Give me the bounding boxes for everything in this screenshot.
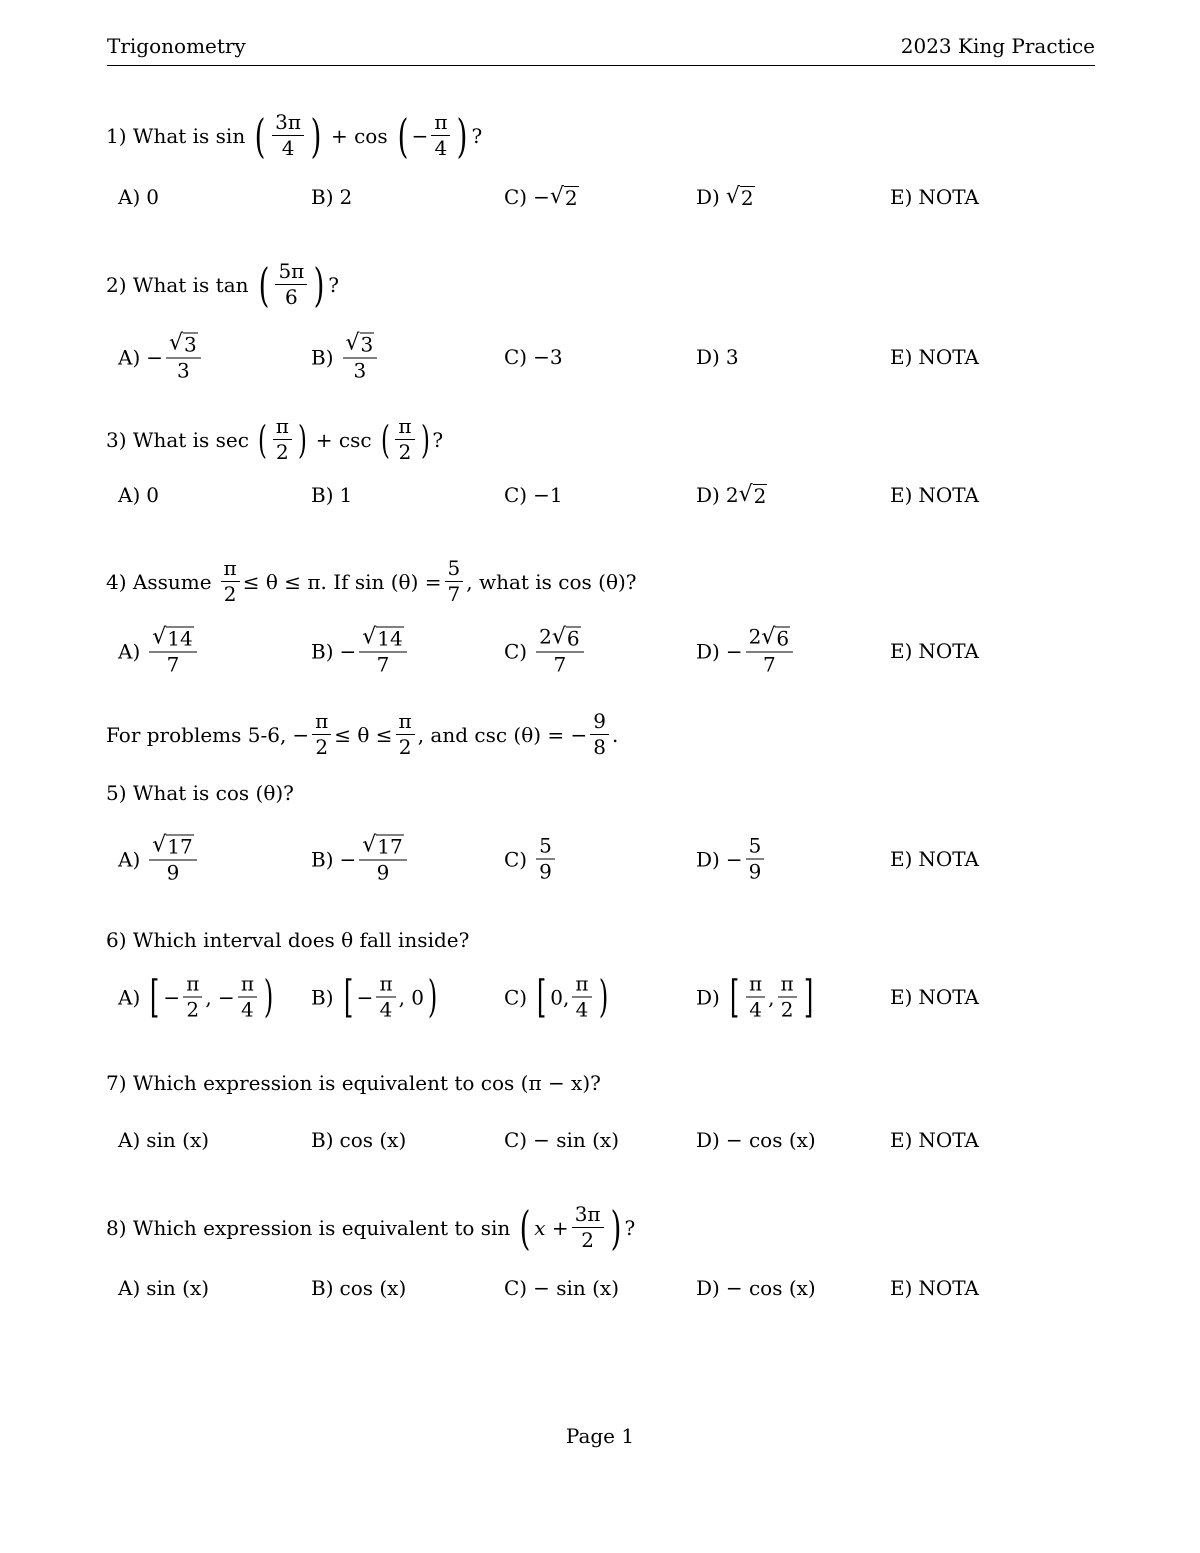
choice-e[interactable]: E) NOTA bbox=[890, 1128, 979, 1152]
fraction: $\frac{\pi}{2}$ bbox=[396, 711, 415, 758]
choice-c[interactable]: C) 2 √ 6 7 bbox=[504, 627, 587, 676]
choice-a[interactable]: A) √ 14 7 bbox=[118, 627, 200, 676]
square-root: √ 17 bbox=[362, 832, 403, 859]
choice-c[interactable]: C) − √ 2 bbox=[504, 183, 578, 210]
choice-b[interactable]: B) 2 bbox=[311, 185, 353, 209]
square-root: √ 6 bbox=[761, 624, 790, 651]
question-3: 3) What is sec ( $\frac{\pi}{2}$ ) + csc ( $\frac{\pi}{2}$ ) ? bbox=[106, 414, 444, 464]
fraction: $\frac{5}{7}$ bbox=[445, 558, 464, 605]
square-root: √ 3 bbox=[169, 330, 197, 357]
question-4: 4) Assume $\frac{\pi}{2}$ ≤ θ ≤ π. If sin (θ) = $\frac{5}{7}$ , what is cos (θ)? bbox=[106, 556, 637, 606]
square-root: √ 2 bbox=[549, 183, 578, 210]
fraction: √ 14 7 bbox=[359, 627, 406, 676]
answer-options-8 bbox=[118, 1276, 1078, 1300]
fraction: $\frac{\pi}{4}$ bbox=[376, 974, 395, 1021]
question-7: 7) Which expression is equivalent to cos (π − x)? bbox=[106, 1071, 601, 1095]
choice-b[interactable]: B) − √ 14 7 bbox=[311, 627, 410, 676]
choice-d[interactable]: D) √ 2 bbox=[696, 183, 754, 210]
problems-5-6-preamble: For problems 5-6, − $\frac{\pi}{2}$ ≤ θ ≤ $\frac{\pi}{2}$ , and csc (θ) = − $\frac{9}{8}$ . bbox=[106, 709, 619, 759]
header-subject: Trigonometry bbox=[107, 34, 246, 58]
choice-c[interactable]: C) $\frac{5}{9}$ bbox=[504, 836, 558, 883]
fraction: $\frac{\pi}{2}$ bbox=[312, 711, 331, 758]
choice-d[interactable]: D) − 2 √ 6 7 bbox=[696, 627, 796, 676]
choice-b[interactable]: B) [ − $\frac{\pi}{4}$ , 0 ) bbox=[311, 971, 438, 1022]
question-5: 5) What is cos (θ)? bbox=[106, 781, 294, 805]
choice-a[interactable]: A) sin (x) bbox=[118, 1276, 210, 1300]
square-root: √ 14 bbox=[152, 624, 193, 651]
fraction: $\frac{3\pi}{4}$ bbox=[272, 112, 304, 159]
fraction: $\frac{\pi}{4}$ bbox=[238, 974, 257, 1021]
choice-d[interactable]: D) 3 bbox=[696, 345, 739, 369]
fraction: $\frac{\pi}{2}$ bbox=[221, 558, 240, 605]
fraction: 2 √ 6 7 bbox=[746, 627, 794, 676]
choice-e[interactable]: E) NOTA bbox=[890, 1276, 979, 1300]
choice-c[interactable]: C) [ 0, $\frac{\pi}{4}$ ) bbox=[504, 971, 608, 1022]
question-1: 1) What is sin ( $\frac{3\pi}{4}$ ) + cos ( − $\frac{\pi}{4}$ ) ? bbox=[106, 108, 483, 163]
question-2: 2) What is tan ( $\frac{5\pi}{6}$ ) ? bbox=[106, 257, 340, 312]
choice-a[interactable]: A) sin (x) bbox=[118, 1128, 210, 1152]
square-root: √ 2 bbox=[738, 481, 767, 508]
fraction: $\frac{\pi}{2}$ bbox=[395, 416, 414, 463]
choice-b[interactable]: B) 1 bbox=[311, 483, 353, 507]
choice-a[interactable]: A) [ − $\frac{\pi}{2}$ , − $\frac{\pi}{4}$ ) bbox=[118, 971, 274, 1022]
choice-a[interactable]: A) √ 17 9 bbox=[118, 835, 200, 884]
fraction: √ 3 3 bbox=[166, 333, 201, 382]
choice-d[interactable]: D) − cos (x) bbox=[696, 1128, 816, 1152]
fraction: $\frac{\pi}{2}$ bbox=[778, 974, 797, 1021]
choice-e[interactable]: E) NOTA bbox=[890, 345, 979, 369]
fraction: $\frac{\pi}{4}$ bbox=[431, 112, 450, 159]
choice-c[interactable]: C) −1 bbox=[504, 483, 563, 507]
fraction: $\frac{5}{9}$ bbox=[746, 836, 765, 883]
choice-d[interactable]: D) − $\frac{5}{9}$ bbox=[696, 836, 767, 883]
answer-options-1 bbox=[118, 183, 1078, 210]
choice-c[interactable]: C) −3 bbox=[504, 345, 563, 369]
fraction: $\frac{9}{8}$ bbox=[590, 711, 609, 758]
choice-a[interactable]: A) 0 bbox=[118, 185, 159, 209]
fraction: √ 17 9 bbox=[149, 835, 196, 884]
page-header bbox=[107, 34, 1095, 66]
fraction: $\frac{5}{9}$ bbox=[536, 836, 555, 883]
fraction: √ 3 3 bbox=[343, 333, 378, 382]
header-title: 2023 King Practice bbox=[900, 34, 1095, 58]
question-6: 6) Which interval does θ fall inside? bbox=[106, 928, 470, 952]
fraction: $\frac{3\pi}{2}$ bbox=[572, 1204, 604, 1251]
page-number: Page 1 bbox=[565, 1424, 635, 1448]
choice-e[interactable]: E) NOTA bbox=[890, 185, 979, 209]
choice-a[interactable]: A) 0 bbox=[118, 483, 159, 507]
choice-c[interactable]: C) − sin (x) bbox=[504, 1128, 620, 1152]
fraction: √ 14 7 bbox=[149, 627, 196, 676]
choice-e[interactable]: E) NOTA bbox=[890, 639, 979, 663]
choice-b[interactable]: B) − √ 17 9 bbox=[311, 835, 410, 884]
choice-c[interactable]: C) − sin (x) bbox=[504, 1276, 620, 1300]
choice-d[interactable]: D) [ $\frac{\pi}{4}$ , $\frac{\pi}{2}$ ] bbox=[696, 971, 813, 1022]
fraction: √ 17 9 bbox=[359, 835, 406, 884]
square-root: √ 17 bbox=[152, 832, 193, 859]
choice-e[interactable]: E) NOTA bbox=[890, 847, 979, 871]
choice-b[interactable]: B) cos (x) bbox=[311, 1276, 407, 1300]
choice-b[interactable]: B) cos (x) bbox=[311, 1128, 407, 1152]
square-root: √ 3 bbox=[345, 330, 374, 357]
square-root: √ 6 bbox=[551, 624, 580, 651]
choice-e[interactable]: E) NOTA bbox=[890, 985, 979, 1009]
answer-options-2 bbox=[118, 330, 1078, 383]
square-root: √ 2 bbox=[725, 183, 754, 210]
answer-options-5 bbox=[118, 832, 1078, 885]
fraction: $\frac{5\pi}{6}$ bbox=[275, 261, 307, 308]
answer-options-6 bbox=[118, 971, 1078, 1022]
fraction: $\frac{\pi}{2}$ bbox=[273, 416, 292, 463]
choice-a[interactable]: A) − √ 3 3 bbox=[118, 333, 204, 382]
answer-options-7 bbox=[118, 1128, 1078, 1152]
fraction: $\frac{\pi}{4}$ bbox=[746, 974, 765, 1021]
choice-b[interactable]: B) √ 3 3 bbox=[311, 333, 380, 382]
choice-d[interactable]: D) 2 √ 2 bbox=[696, 481, 767, 508]
fraction: $\frac{\pi}{4}$ bbox=[572, 974, 591, 1021]
choice-d[interactable]: D) − cos (x) bbox=[696, 1276, 816, 1300]
fraction: 2 √ 6 7 bbox=[536, 627, 584, 676]
square-root: √ 14 bbox=[362, 624, 403, 651]
answer-options-4 bbox=[118, 624, 1078, 677]
fraction: $\frac{\pi}{2}$ bbox=[183, 974, 202, 1021]
answer-options-3 bbox=[118, 481, 1078, 508]
choice-e[interactable]: E) NOTA bbox=[890, 483, 979, 507]
question-8: 8) Which expression is equivalent to sin ( x + $\frac{3\pi}{2}$ ) ? bbox=[106, 1200, 636, 1255]
